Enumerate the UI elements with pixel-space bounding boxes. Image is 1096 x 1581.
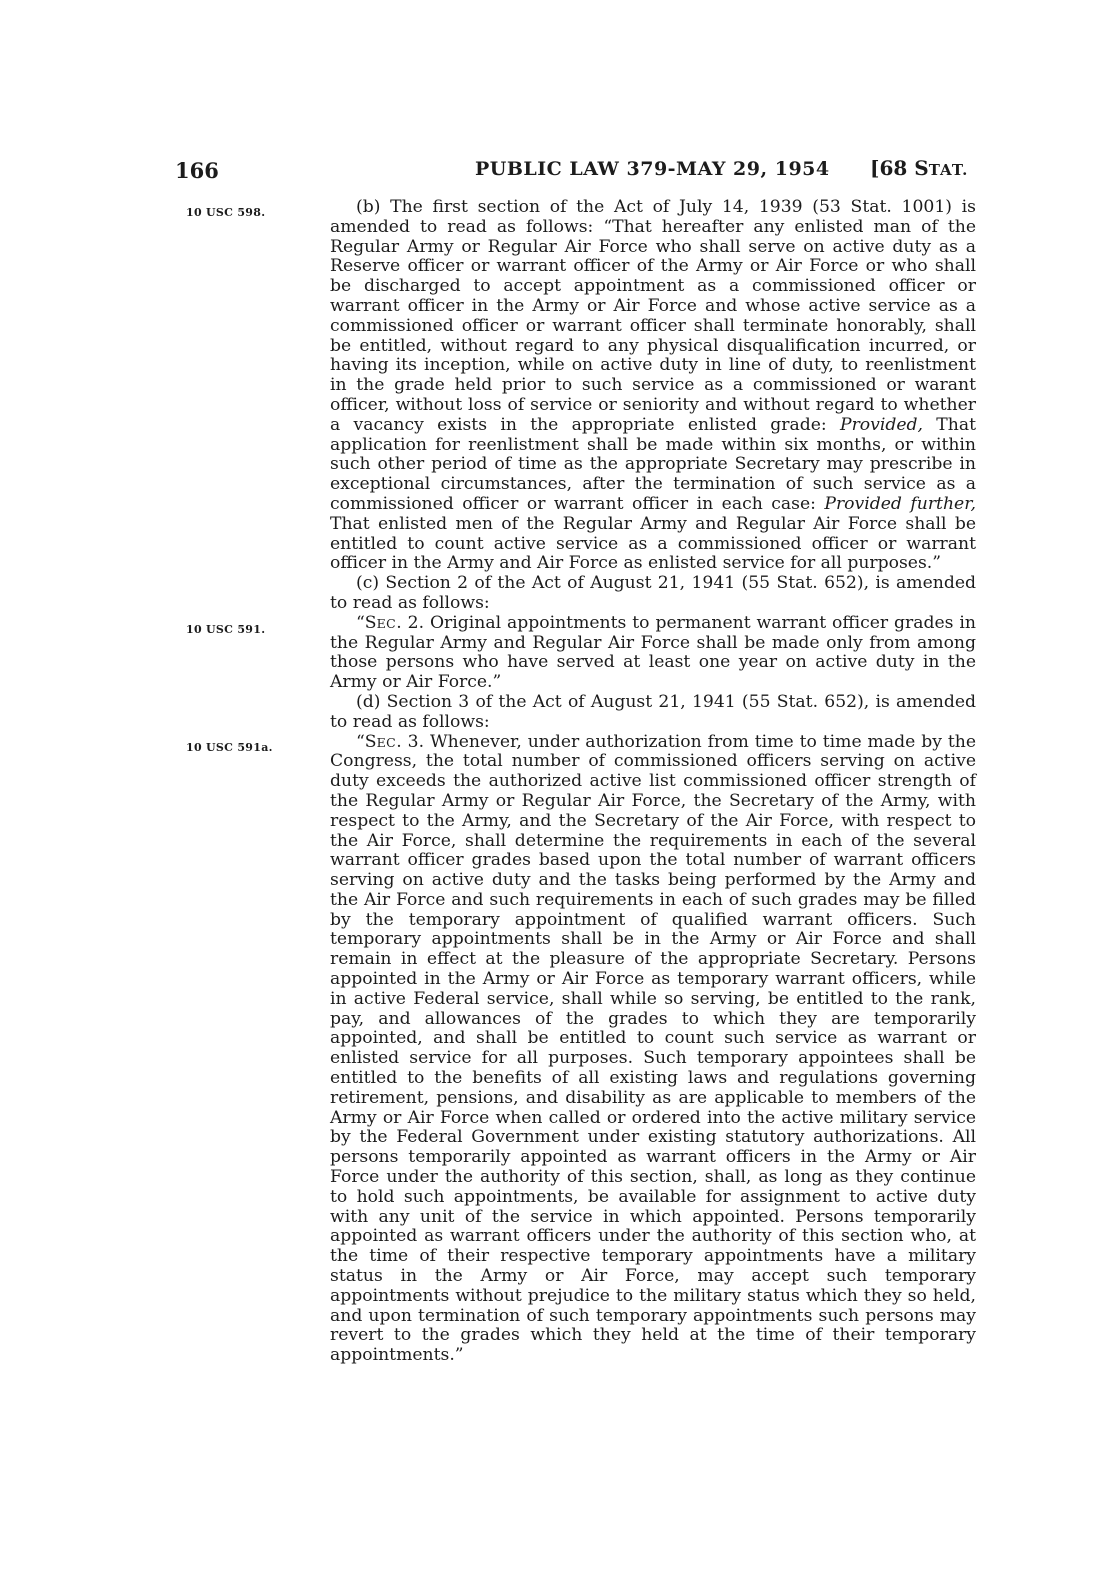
body-text bbox=[330, 198, 976, 1366]
paragraph-b-text-3: That enlisted men of the Regular Army and Regular Air Force shall be entitled to count active service as a commissioned officer or warrant officer in the Army and Air Force as enlisted service for all purposes.” bbox=[330, 513, 976, 574]
section-2-text bbox=[330, 614, 976, 693]
margin-note-591: 10 USC 591. bbox=[186, 623, 266, 636]
margin-note-591a: 10 USC 591a. bbox=[186, 741, 273, 754]
paragraph-b bbox=[330, 198, 976, 574]
proviso-1: Provided, bbox=[840, 414, 923, 435]
paragraph-c: (c) Section 2 of the Act of August 21, 1941 (55 Stat. 652), is amended to read as follows: bbox=[330, 573, 976, 613]
section-3-text bbox=[330, 733, 976, 1367]
paragraph-b-text-2: That application for reenlistment shall be made within six months, or within such other period of time as the appropriate Secretary may prescribe in exceptional circumstances, after the termination of such service as a commissioned officer or warrant officer in each case: bbox=[330, 414, 976, 514]
margin-note-598: 10 USC 598. bbox=[186, 206, 266, 219]
running-head: PUBLIC LAW 379-MAY 29, 1954 bbox=[475, 158, 830, 180]
volume-reference bbox=[870, 156, 968, 180]
page-number: 166 bbox=[175, 158, 219, 183]
volume-stat-initial: S bbox=[914, 156, 929, 180]
volume-bracket: [ bbox=[870, 156, 880, 180]
section-2-lead: “S bbox=[356, 612, 377, 633]
section-2-body: . 2. Original appointments to permanent warrant officer grades in the Regular Army and Regular Air Force shall be made only from among those persons who have served at least one year on active duty in the Army or Air Force.” bbox=[330, 612, 976, 693]
paragraph-b-text-1: (b) The first section of the Act of July 14, 1939 (53 Stat. 1001) is amended to read as follows: “That hereafter any enlisted man of the Regular Army or Regular Air Force who shall serve on active duty as a Reserve officer or warrant officer of the Army or Air Force or who shall be discharged to accept appointment as a commissioned officer or warrant officer in the Army or Air Force and whose active service as a commissioned officer or warrant officer shall terminate honorably, shall be entitled, without regard to any physical disqualification incurred, or having its inception, while on active duty in line of duty, to reenlistment in the grade held prior to such service as a commissioned or warant officer, without loss of service or seniority and without regard to whether a vacancy exists in the appropriate enlisted grade: bbox=[330, 197, 976, 435]
section-3-smallcaps: EC bbox=[376, 734, 397, 750]
paragraph-d: (d) Section 3 of the Act of August 21, 1941 (55 Stat. 652), is amended to read as follows: bbox=[330, 691, 976, 732]
section-3-body: . 3. Whenever, under authorization from time to time made by the Congress, the total number of commissioned officers serving on active duty exceeds the authorized active list commissioned officer strength of the Regular Army or Regular Air Force, the Secretary of the Army, with respect to the Army, and the Secretary of the Air Force, with respect to the Air Force, shall determine the requirements in each of the several warrant officer grades based upon the total number of warrant officers serving on active duty and the tasks being performed by the Army and the Air Force and such requirements in each of such grades may be filled by the temporary appointment of qualified warrant officers. Such temporary appointments shall be in the Army or Air Force and shall remain in effect at the pleasure of the appropriate Secretary. Persons appointed in the Army or Air Force as temporary warrant officers, while in active Federal service, shall while so serving, be entitled to the rank, pay, and allowances of the grades to which they are temporarily appointed, and shall be entitled to count such service as warrant or enlisted service for all purposes. Such temporary appointees shall be entitled to the benefits of all existing laws and regulations governing retirement, pensions, and disability as are applicable to members of the Army or Air Force when called or ordered into the active military service by the Federal Government under existing statutory authorizations. All persons temporarily appointed as warrant officers in the Army or Air Force under the authority of this section, shall, as long as they continue to hold such appointments, be available for assignment to active duty with any unit of the service in which appointed. Persons temporarily appointed as warrant officers under the authority of this section who, at the time of their respective temporary appointments have a military status in the Army or Air Force, may accept such temporary appointments without prejudice to the military status which they so held, and upon termination of such temporary appointments such persons may revert to the grades which they held at the time of their temporary appointments.” bbox=[330, 731, 976, 1366]
volume-stat-rest: TAT. bbox=[928, 161, 969, 179]
section-3-lead: “S bbox=[356, 731, 377, 752]
section-2-smallcaps: EC bbox=[376, 615, 397, 631]
volume-number: 68 bbox=[879, 156, 915, 180]
proviso-2: Provided further, bbox=[824, 493, 976, 514]
